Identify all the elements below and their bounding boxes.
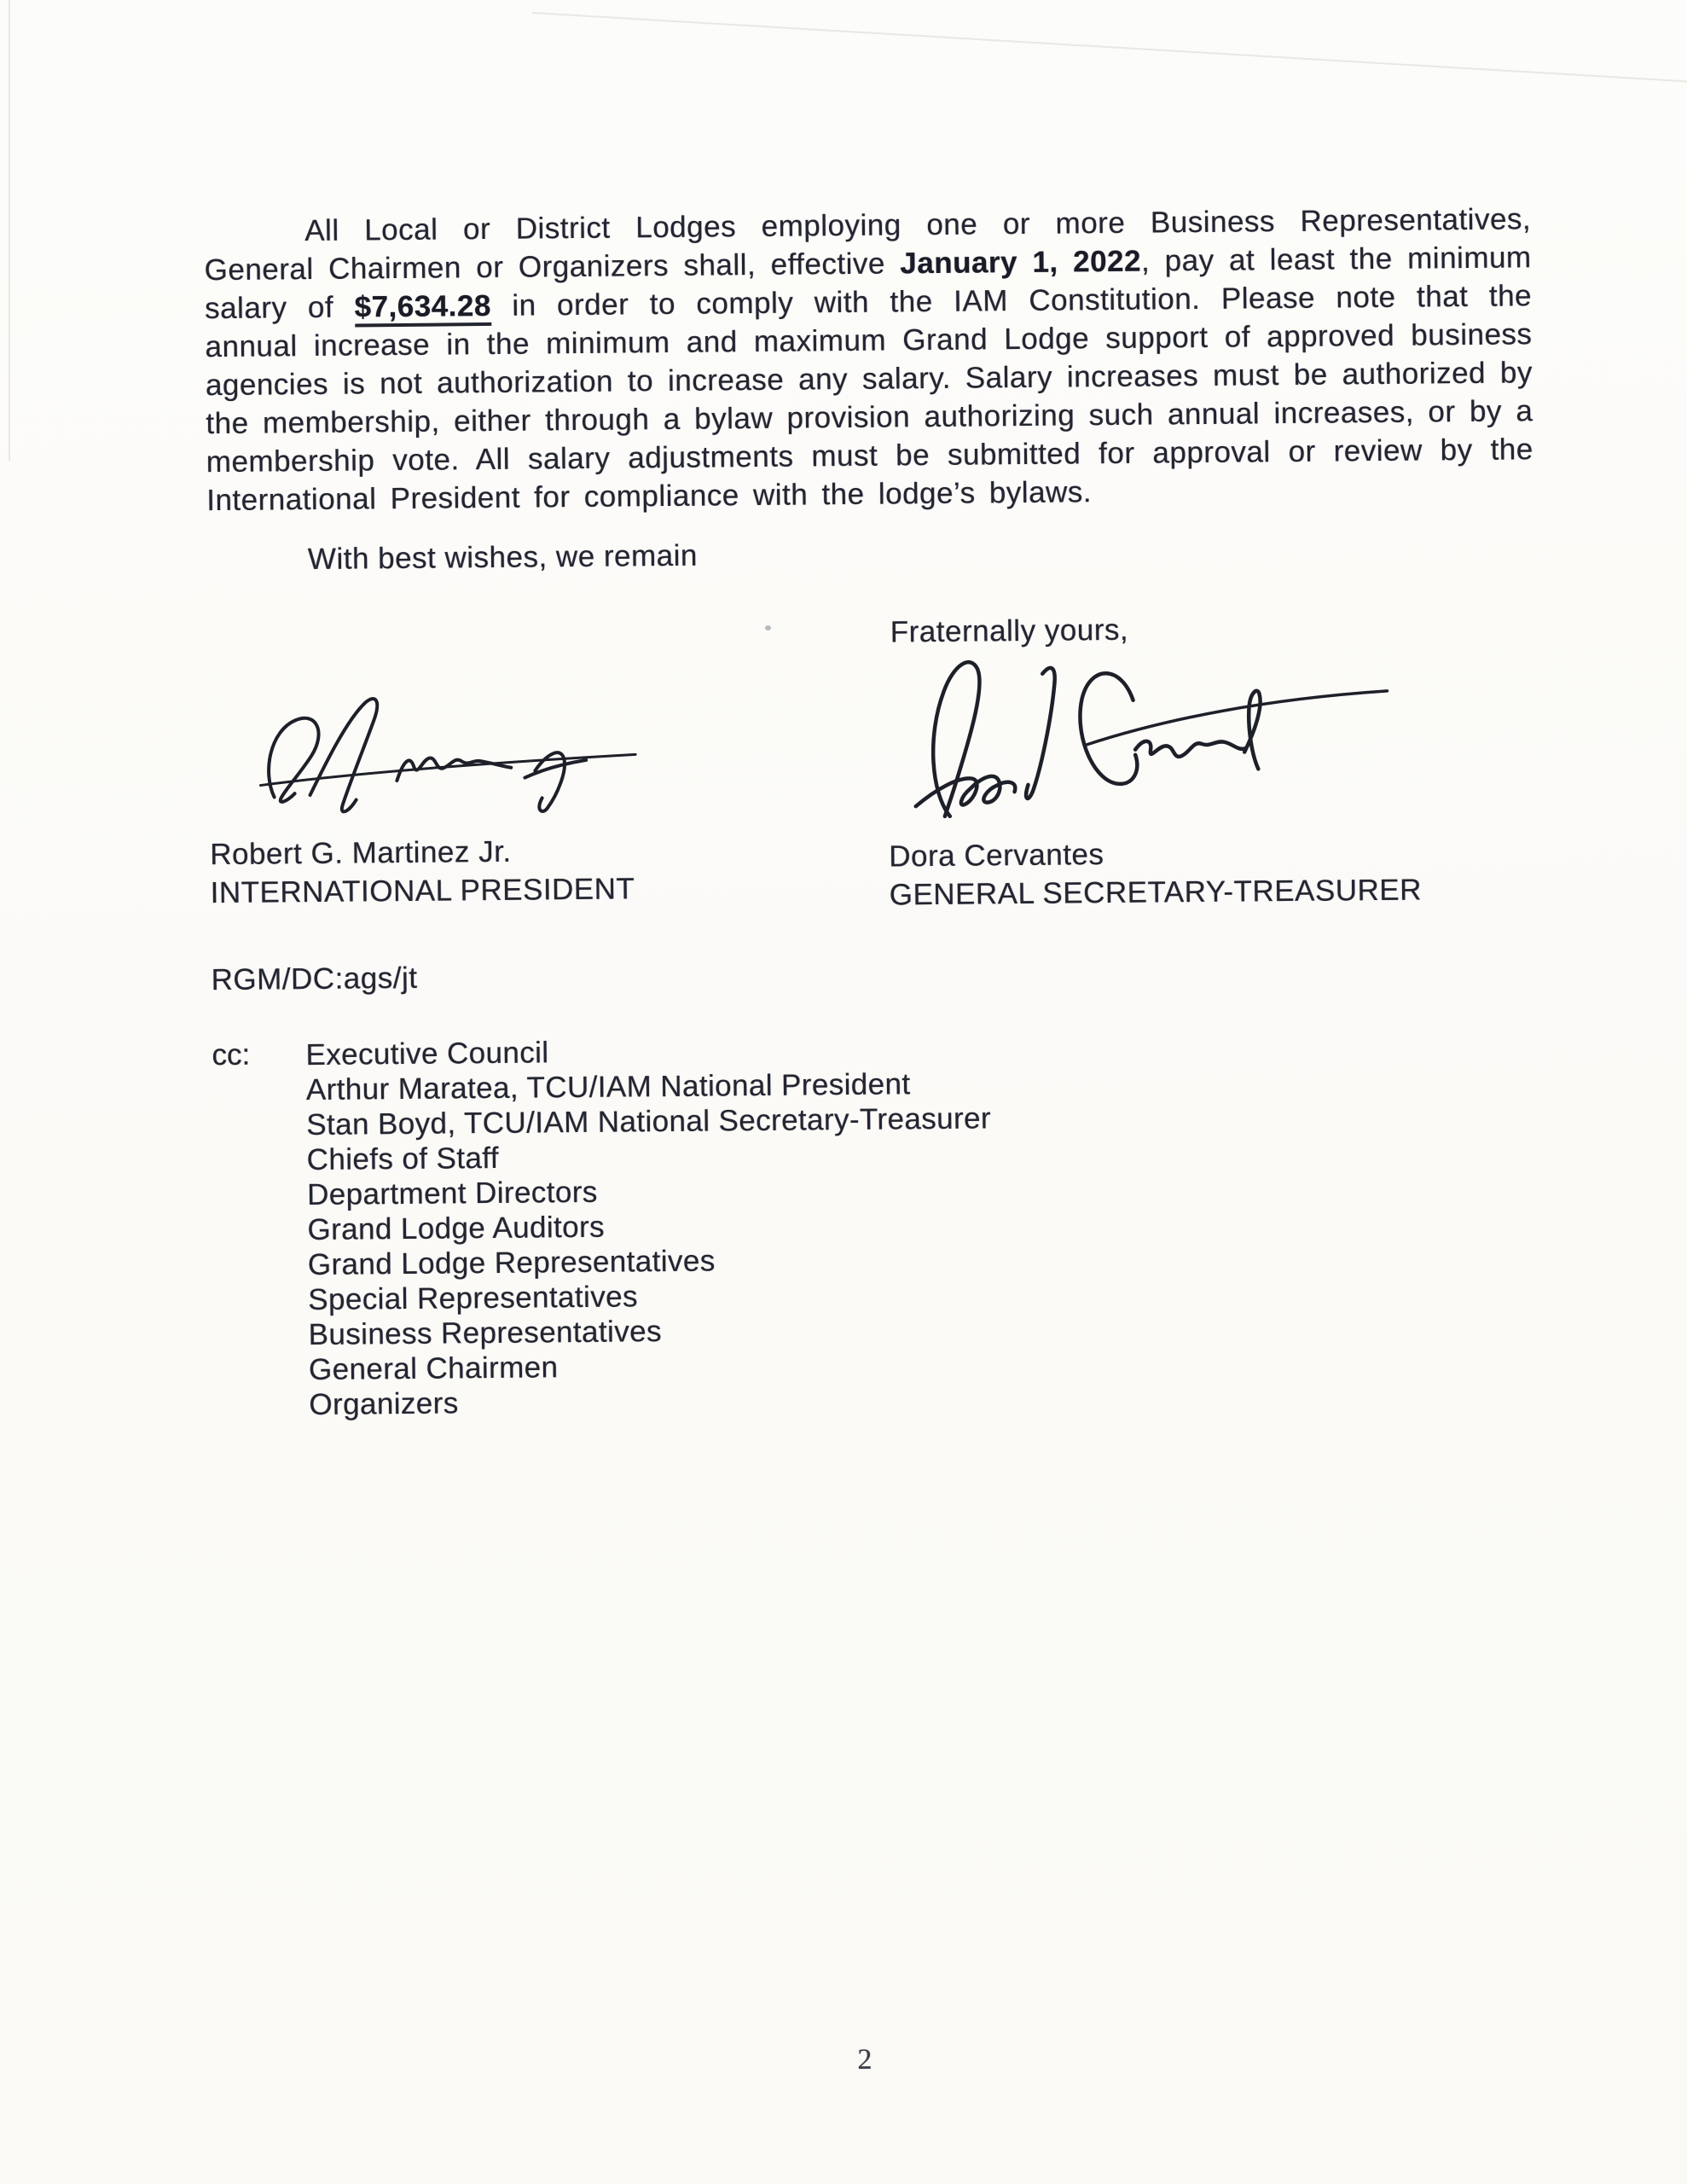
cc-recipient-list — [305, 1030, 1076, 1422]
martinez-signature-icon — [252, 682, 640, 833]
signer-right-title: GENERAL SECRETARY-TREASURER — [889, 873, 1423, 912]
cc-recipient: Department Directors — [306, 1175, 598, 1212]
cc-recipient: Organizers — [309, 1386, 459, 1422]
valediction: Fraternally yours, — [890, 613, 1129, 649]
signer-right-block — [889, 832, 1422, 914]
signer-right-name: Dora Cervantes — [889, 838, 1104, 874]
signer-left-block — [210, 831, 635, 912]
body-text-segment: All Local or District Lodges employing one or more Business Representatives, General Chairmen or Organizers shall, effective — [204, 202, 1532, 288]
effective-date: January 1, 2022 — [900, 244, 1142, 281]
cc-recipient: Stan Boyd, TCU/IAM National Secretary-Treasurer — [306, 1101, 992, 1142]
cc-recipient: Grand Lodge Auditors — [307, 1210, 606, 1247]
closing-line: With best wishes, we remain — [307, 538, 699, 577]
signer-left-title: INTERNATIONAL PRESIDENT — [210, 872, 635, 910]
signer-left-name: Robert G. Martinez Jr. — [210, 834, 512, 872]
cc-recipient: Business Representatives — [308, 1315, 663, 1352]
cc-label: cc: — [212, 1037, 251, 1072]
cc-recipient: Grand Lodge Representatives — [307, 1244, 716, 1282]
cc-recipient: General Chairmen — [308, 1350, 559, 1387]
minimum-salary-amount: $7,634.28 — [354, 289, 491, 328]
reference-initials-line: RGM/DC:ags/jt — [211, 961, 418, 997]
cervantes-signature-icon — [875, 643, 1392, 831]
cc-recipient: Special Representatives — [308, 1280, 639, 1317]
body-paragraph — [204, 200, 1533, 520]
page-number: 2 — [857, 2043, 872, 2076]
cc-recipient: Executive Council — [305, 1036, 549, 1072]
cc-recipient: Arthur Maratea, TCU/IAM National President — [305, 1067, 911, 1107]
body-text-segment: in order to comply with the IAM Constitution. Please note that the annual increase in the minimum and maximum Grand Lodge support of approved business agencies is not authorization to increase any salary. Salary increases must be authorized by the membership, either through a bylaw provision authorizing such annual increases, or by a membership vote. All salary adjustments must be submitted for approval or review by the International President for compliance with the lodge’s bylaws. — [205, 279, 1533, 518]
cc-recipient: Chiefs of Staff — [306, 1141, 500, 1177]
body-text-segment: , pay at least the minimum salary of — [204, 241, 1532, 326]
